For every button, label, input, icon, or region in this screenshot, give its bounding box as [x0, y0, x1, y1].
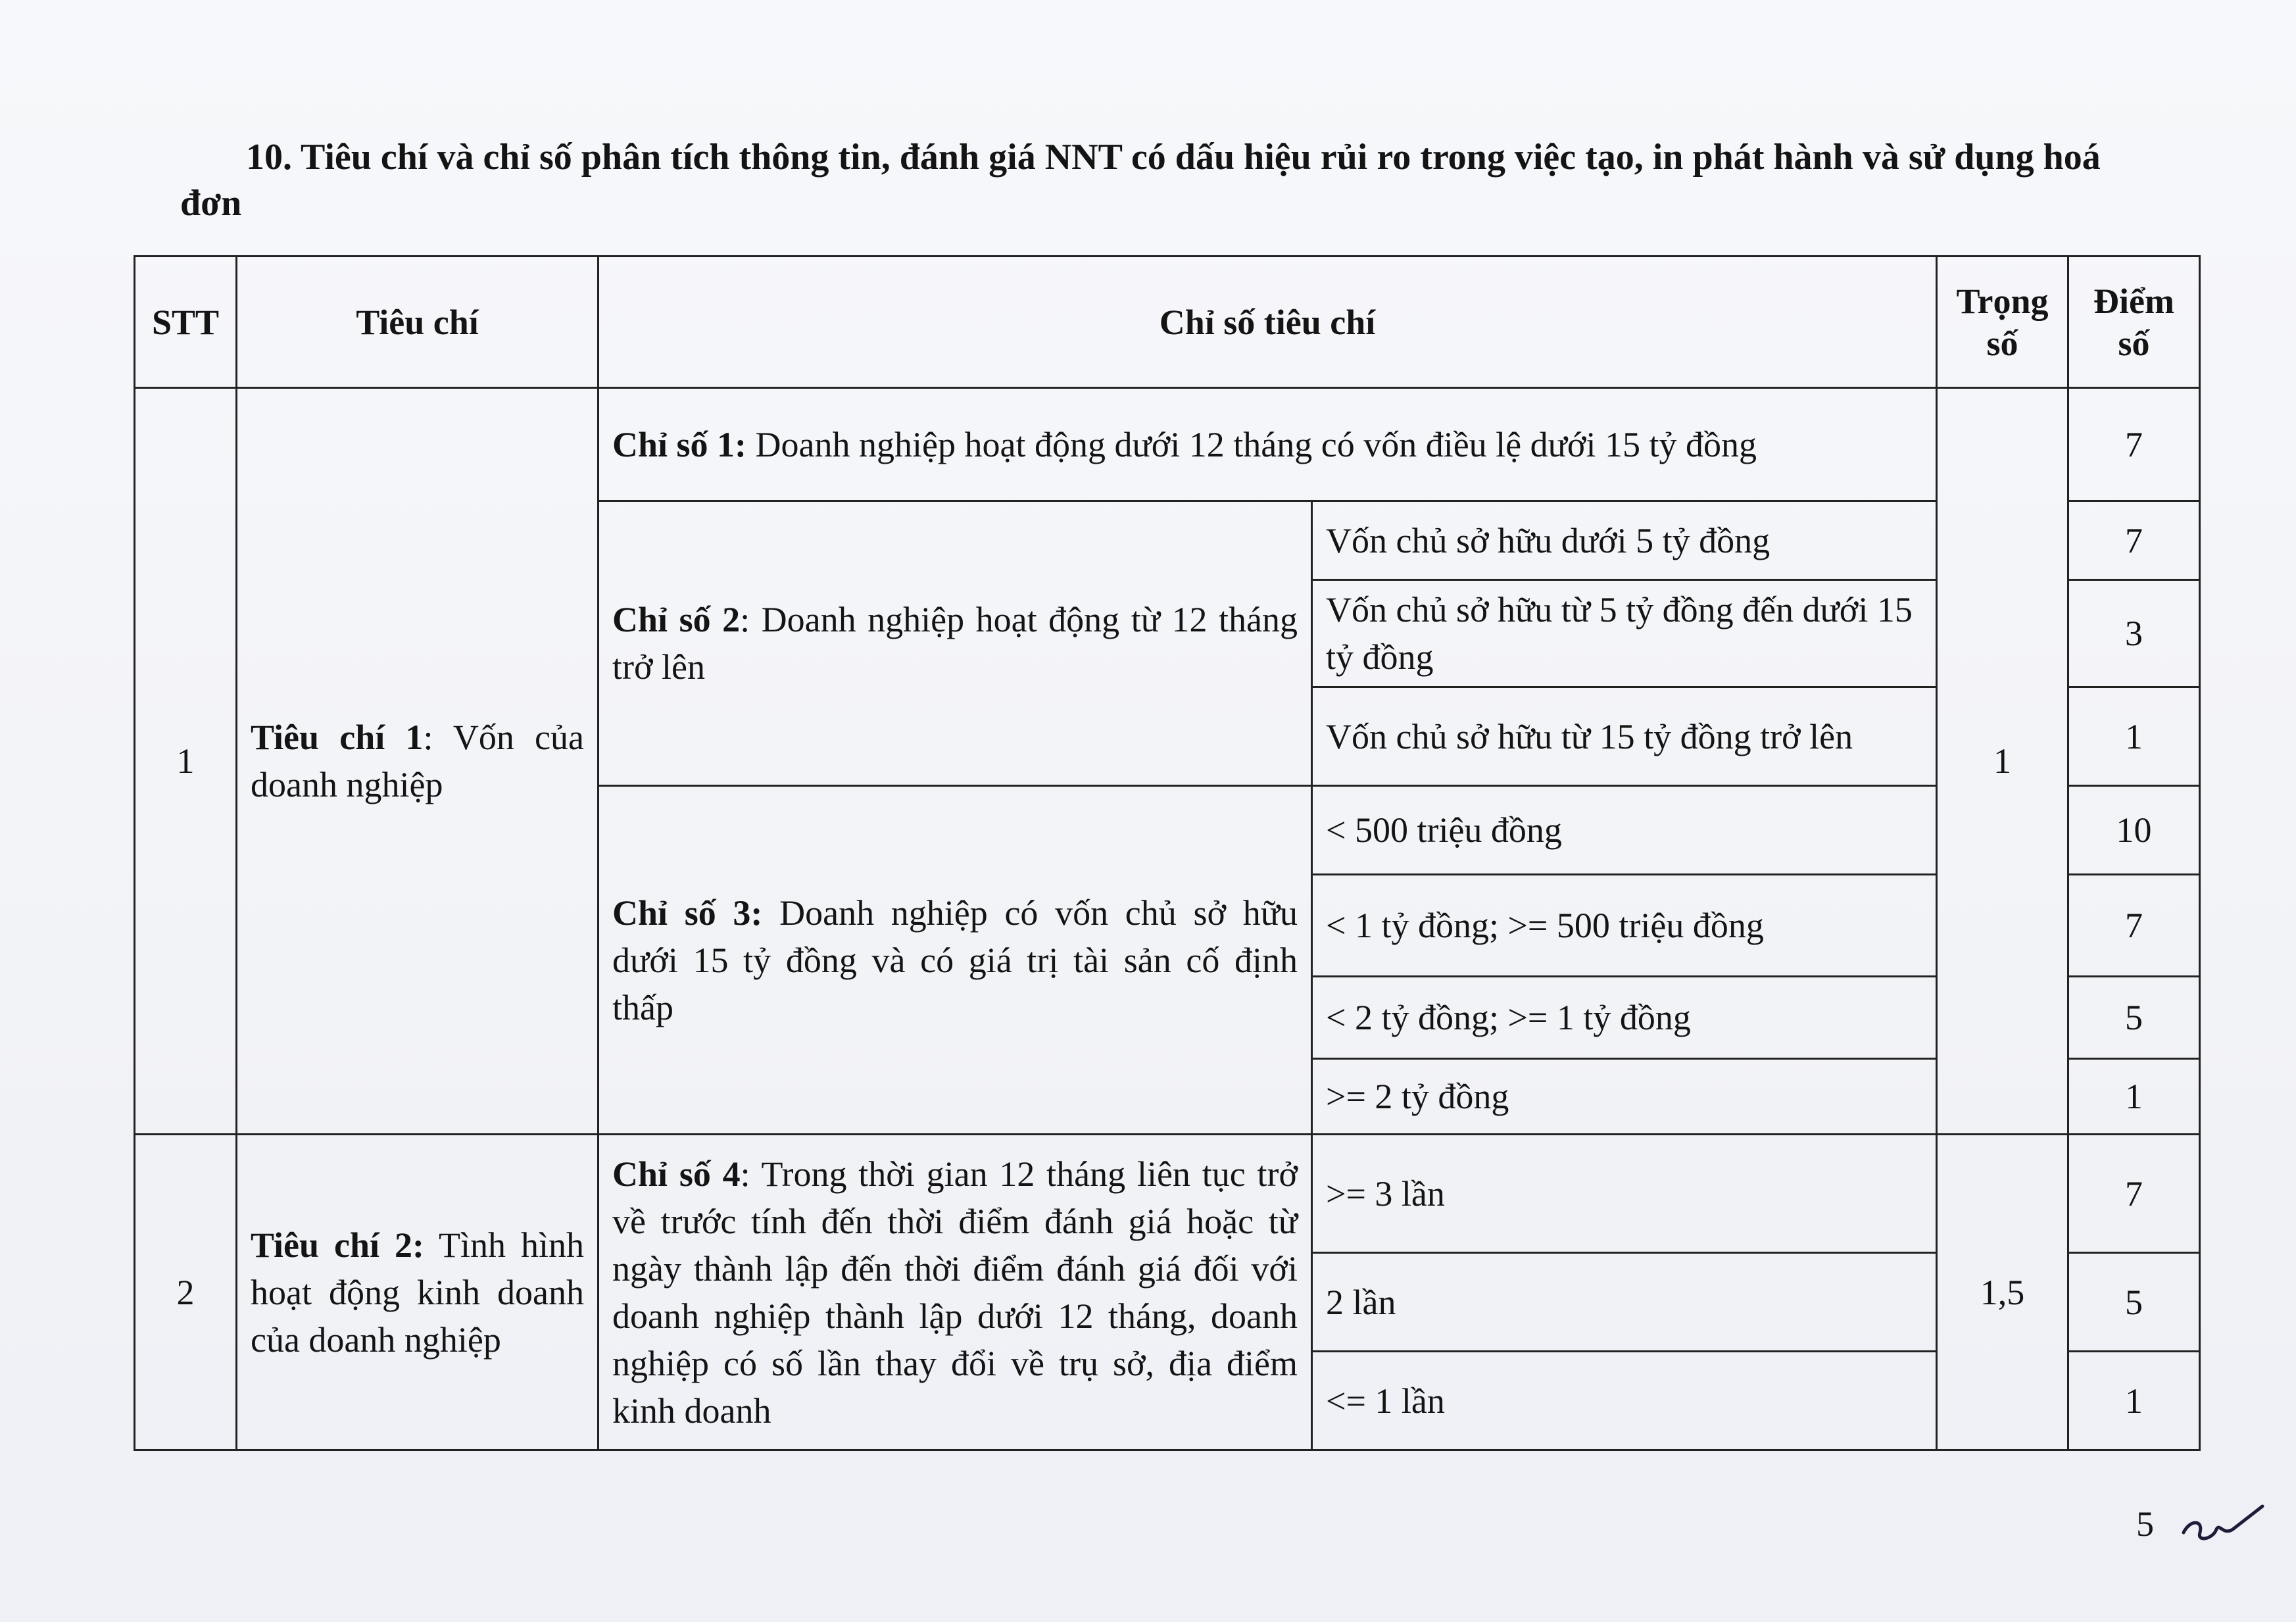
index-text: Doanh nghiệp có vốn chủ sở hữu dưới 15 tỷ đồng và có giá trị tài sản cố định thấp [612, 893, 1298, 1027]
score-cell: 1 [2068, 1352, 2200, 1450]
condition-cell: < 1 tỷ đồng; >= 500 triệu đồng [1312, 875, 1937, 977]
index-text: : Trong thời gian 12 tháng liên tục trở về trước tính đến thời điểm đánh giá hoặc từ ngày thành lập đến thời điểm đánh giá đối với doanh nghiệp thành lập dưới 12 tháng, doanh nghiệp có số lần thay đổi về trụ sở, địa điểm kinh doanh [612, 1154, 1298, 1431]
score-cell: 7 [2068, 388, 2200, 501]
condition-cell: 2 lần [1312, 1253, 1937, 1352]
header-tieu-chi: Tiêu chí [237, 257, 598, 388]
criteria-table [134, 255, 2201, 1451]
header-diem-so: Điểm số [2068, 257, 2200, 388]
score-cell: 7 [2068, 1135, 2200, 1253]
criterion-text: Tình hình hoạt động kinh doanh của doanh nghiệp [251, 1225, 585, 1360]
score-cell: 10 [2068, 786, 2200, 875]
condition-cell: Vốn chủ sở hữu dưới 5 tỷ đồng [1312, 501, 1937, 580]
table-row [135, 388, 2200, 501]
index-cell [598, 501, 1312, 786]
score-cell: 7 [2068, 875, 2200, 977]
criterion-label: Tiêu chí 2: [251, 1225, 425, 1265]
criterion-label: Tiêu chí 1 [251, 718, 424, 757]
weight-cell: 1 [1937, 388, 2068, 1135]
index-cell [598, 1135, 1312, 1450]
score-cell: 1 [2068, 1059, 2200, 1135]
criterion-cell [237, 1135, 598, 1450]
index-cell [598, 388, 1937, 501]
index-label: Chỉ số 2 [612, 600, 741, 639]
score-cell: 5 [2068, 1253, 2200, 1352]
stt-cell: 2 [135, 1135, 237, 1450]
score-cell: 3 [2068, 580, 2200, 687]
condition-cell: >= 3 lần [1312, 1135, 1937, 1253]
header-trong-so: Trọng số [1937, 257, 2068, 388]
section-heading: 10. Tiêu chí và chỉ số phân tích thông tin, đánh giá NNT có dấu hiệu rủi ro trong việc tạo, in phát hành và sử dụng hoá đơn [180, 137, 2101, 224]
condition-cell: < 500 triệu đồng [1312, 786, 1937, 875]
header-row [135, 257, 2200, 388]
initials-mark-icon [2177, 1493, 2269, 1552]
page-number: 5 [2136, 1504, 2154, 1544]
header-stt: STT [135, 257, 237, 388]
index-label: Chỉ số 3: [612, 893, 763, 933]
table-row [135, 1135, 2200, 1253]
index-text: : Doanh nghiệp hoạt động từ 12 tháng trở lên [612, 600, 1298, 687]
score-cell: 7 [2068, 501, 2200, 580]
condition-cell: >= 2 tỷ đồng [1312, 1059, 1937, 1135]
criterion-cell [237, 388, 598, 1135]
index-cell [598, 786, 1312, 1135]
condition-cell: Vốn chủ sở hữu từ 5 tỷ đồng đến dưới 15 tỷ đồng [1312, 580, 1937, 687]
score-cell: 1 [2068, 687, 2200, 786]
header-chi-so: Chỉ số tiêu chí [598, 257, 1937, 388]
condition-cell: Vốn chủ sở hữu từ 15 tỷ đồng trở lên [1312, 687, 1937, 786]
criterion-text: : Vốn của doanh nghiệp [251, 718, 584, 804]
score-cell: 5 [2068, 977, 2200, 1059]
condition-cell: < 2 tỷ đồng; >= 1 tỷ đồng [1312, 977, 1937, 1059]
condition-cell: <= 1 lần [1312, 1352, 1937, 1450]
weight-cell: 1,5 [1937, 1135, 2068, 1450]
index-label: Chỉ số 4 [612, 1154, 741, 1194]
index-label: Chỉ số 1: [612, 424, 747, 464]
index-text: Doanh nghiệp hoạt động dưới 12 tháng có vốn điều lệ dưới 15 tỷ đồng [746, 424, 1757, 464]
stt-cell: 1 [135, 388, 237, 1135]
